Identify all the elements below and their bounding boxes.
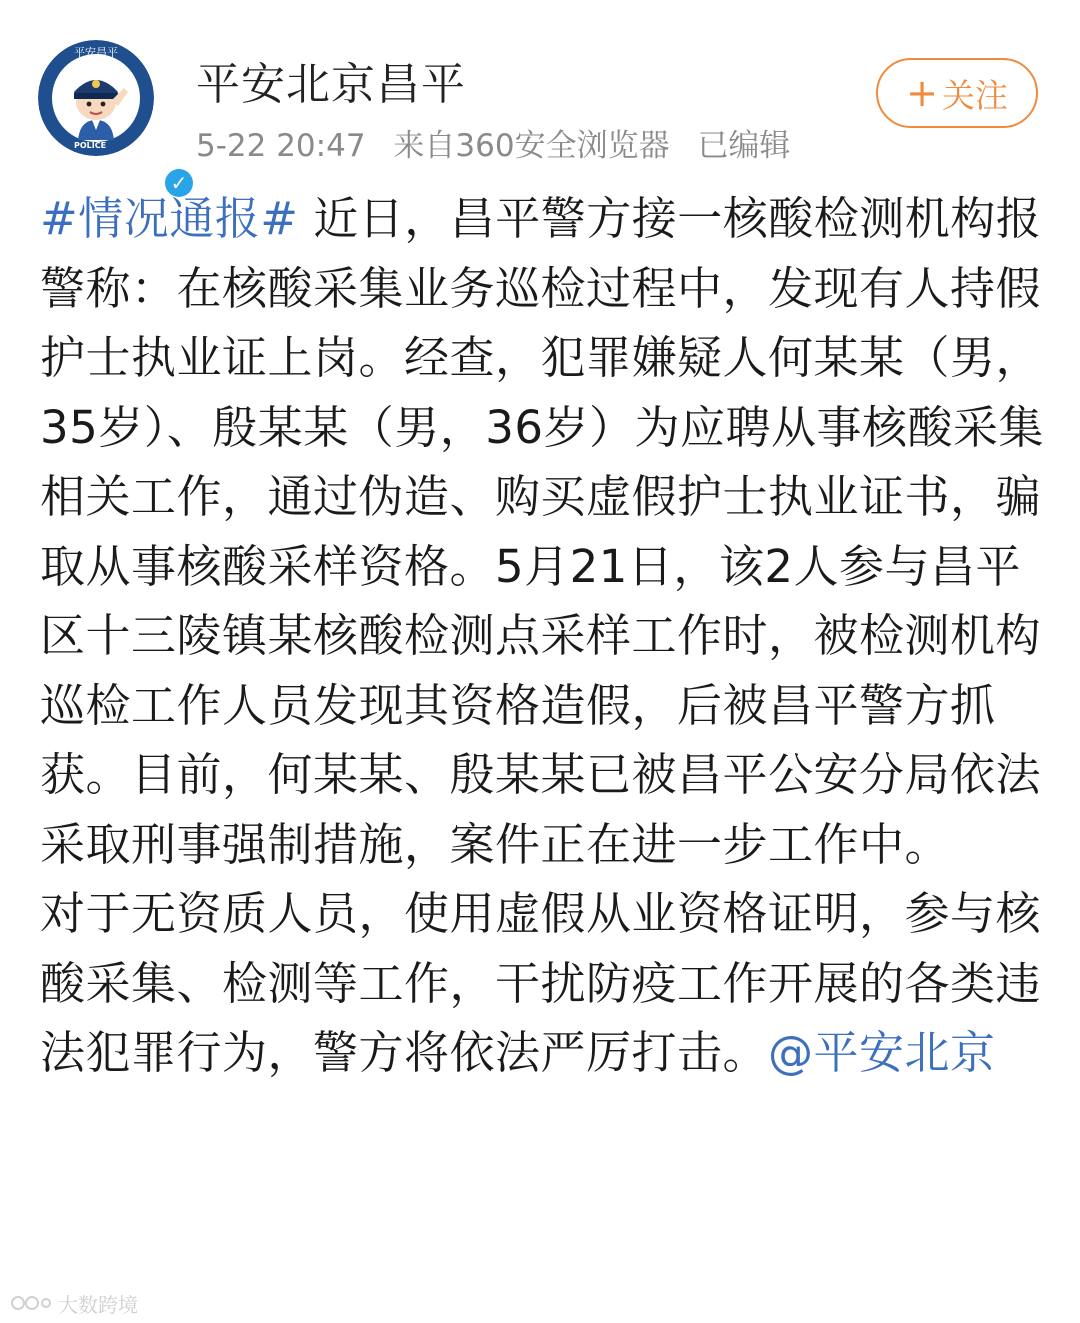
post-header <box>0 0 1080 195</box>
post-time: 5-22 20:47 <box>196 128 366 164</box>
post-edited-label: 已编辑 <box>697 128 791 164</box>
watermark-logo-icon <box>10 1291 52 1315</box>
post-body <box>40 184 1050 1088</box>
watermark-text: 大数跨境 <box>58 1292 138 1317</box>
post-paragraph-1 <box>40 184 1050 879</box>
post-source: 来自360安全浏览器 <box>393 128 670 164</box>
post-meta <box>196 120 808 165</box>
police-mascot-avatar-icon <box>38 40 154 156</box>
account-avatar[interactable] <box>38 40 188 195</box>
post-paragraph-1-text: 近日，昌平警方接一核酸检测机构报警称：在核酸采集业务巡检过程中，发现有人持假护士执业证上岗。经查，犯罪嫌疑人何某某（男，35岁）、殷某某（男，36岁）为应聘从事核酸采集相关工作，通过伪造、购买虚假护士执业证书，骗取从事核酸采样资格。5月21日，该2人参与昌平区十三陵镇某核酸检测点采样工作时，被检测机构巡检工作人员发现其资格造假，后被昌平警方抓获。目前，何某某、殷某某已被昌平公安分局依法采取刑事强制措施，案件正在进一步工作中。 <box>40 192 1045 871</box>
plus-icon: + <box>906 71 938 115</box>
verified-badge-icon: ✓ <box>162 166 196 200</box>
account-name[interactable]: 平安北京昌平 <box>196 59 466 110</box>
follow-button-label: 关注 <box>941 75 1008 115</box>
watermark <box>10 1288 138 1318</box>
post-paragraph-2-text: 对于无资质人员，使用虚假从业资格证明，参与核酸采集、检测等工作，干扰防疫工作开展的各类违法犯罪行为，警方将依法严厉打击。 <box>40 887 1042 1079</box>
hashtag-link[interactable]: #情况通报# <box>40 192 299 245</box>
follow-button[interactable] <box>876 58 1038 128</box>
post-paragraph-2 <box>40 879 1050 1088</box>
mention-link[interactable]: @平安北京 <box>768 1026 996 1079</box>
avatar-ring-text: 平安昌平 <box>74 46 118 59</box>
avatar-police-text: POLICE <box>73 141 107 150</box>
